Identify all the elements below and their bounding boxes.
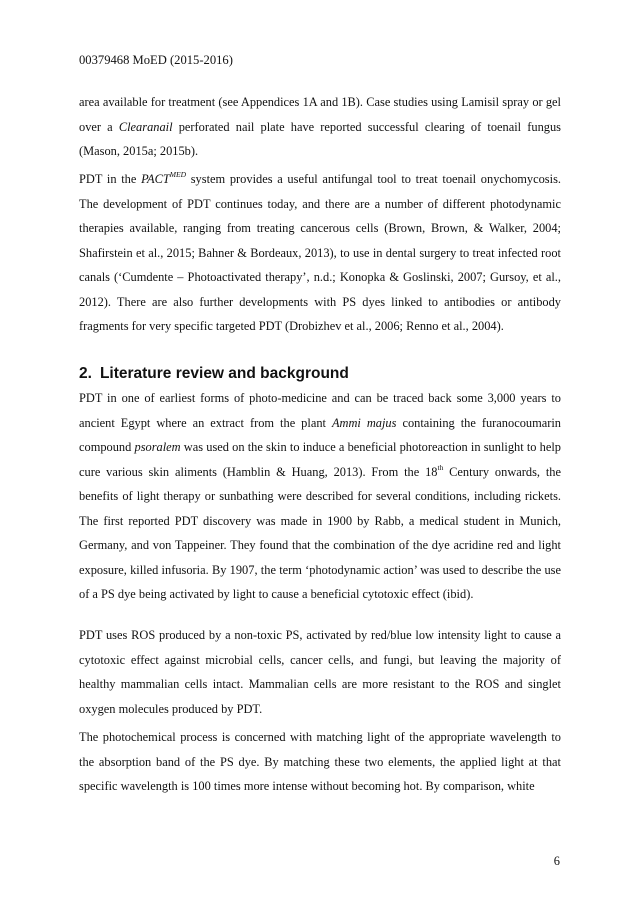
section-number: 2. [79,365,92,382]
section-heading [79,364,349,384]
italic-plant-name: Ammi majus [331,415,397,430]
paragraph-photochemical-process: The photochemical process is concerned with matching light of the appropriate wavelength to the absorption band of the PS dye. By matching these two elements, the applied light at that specific wavelength is 100 times more intense without becoming hot. By comparison, white [79,730,561,793]
page-number: 6 [553,854,560,868]
paragraph-treatment-area: area available for treatment (see Appendices 1A and 1B). Case studies using Lamisil spray or gel over a Clearanail perforated nail plate have reported successful clearing of toenail fungus (Mason, 2015a; 2015b). [79,95,561,158]
superscript-med: MED [169,170,187,179]
paragraph-ros-mechanism: PDT uses ROS produced by a non-toxic PS, activated by red/blue low intensity light to cause a cytotoxic effect against microbial cells, cancer cells, and fungi, but leaving the majority of healthy mammalian cells intact. Mammalian cells are more resistant to the ROS and singlet oxygen molecules produced by PDT. [79,628,561,716]
superscript-th: th [437,462,444,472]
italic-compound-name: psoralem [134,440,181,454]
paragraph-history: PDT in one of earliest forms of photo-medicine and can be traced back some 3,000 years to ancient Egypt where an extract from the plant Ammi majus containing the furanocoumarin compound psoralem was used on the skin to induce a beneficial photoreaction in sunlight to help cure various skin aliments (Hamblin & Huang, 2013). From the 18th Century onwards, the benefits of light therapy or sunbathing were described for several conditions, including rickets. The first reported PDT discovery was made in 1900 by Rabb, a medical student in Munich, Germany, and von Tappeiner. They found that the combination of the dye acridine red and light exposure, killed infusoria. By 1907, the term ‘photodynamic action’ was used to describe the use of a PS dye being activated by light to cause a beneficial cytotoxic effect (ibid). [79,391,561,601]
running-header: 00379468 MoED (2015-2016) [79,53,233,67]
italic-product-name: Clearanail [118,119,173,134]
italic-system-name: $PACT^{MED}$ [141,170,187,186]
section-title: Literature review and background [99,365,349,382]
paragraph-pdt-development: PDT in the $PACT^{MED}$ system provides a useful antifungal tool to treat toenail onychomycosis. The development of PDT continues today, and there are a number of different photodynamic therapies available, ranging from treating cancerous cells (Brown, Brown, & Walker, 2004; Shafirstein et al., 2015; Bahner & Bordeaux, 2013), to use in dental surgery to treat infected root canals (‘Cumdente – Photoactivated therapy’, n.d.; Konopka & Goslinski, 2007; Gursoy, et al., 2012). There are also further developments with PS dyes linked to antibodies or antibody fragments for very specific targeted PDT (Drobizhev et al., 2006; Renno et al., 2004). [79,170,561,333]
